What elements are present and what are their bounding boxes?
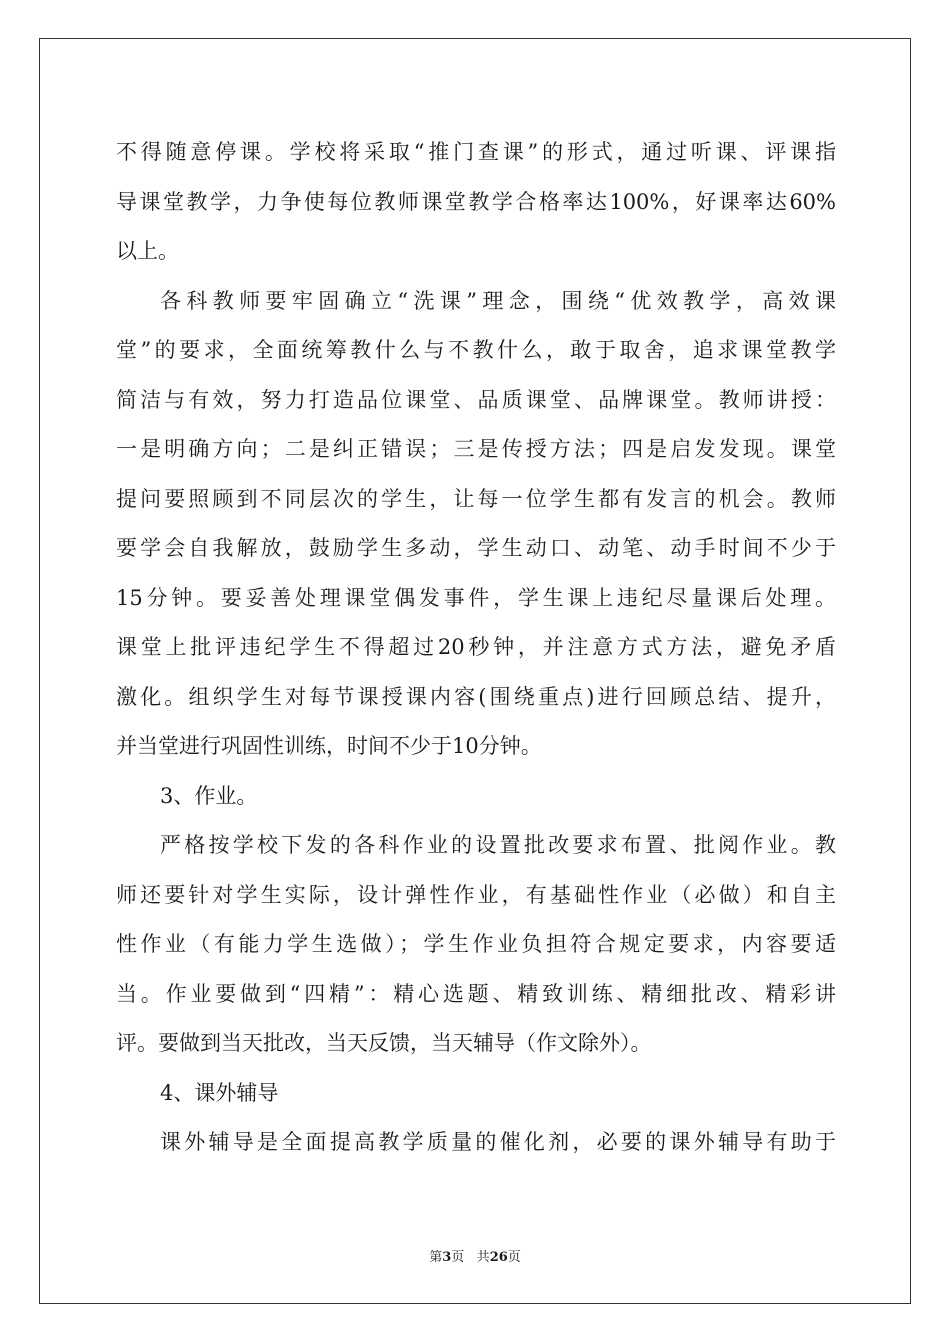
page-unit: 页 [451,1250,465,1265]
section-heading: 4、课外辅导 [160,1080,279,1105]
text-line: 当。作业要做到“四精”：精心选题、精致训练、精细批改、精彩讲 [116,981,836,1006]
text-line: 课堂上批评违纪学生不得超过20秒钟，并注意方式方法，避免矛盾 [116,635,836,659]
total-prefix: 共 [476,1250,490,1265]
text-line: 师还要针对学生实际，设计弹性作业，有基础性作业（必做）和自主 [116,882,836,907]
text-line: 课外辅导是全面提高教学质量的催化剂，必要的课外辅导有助于 [160,1130,836,1154]
text-line: 一是明确方向；二是纠正错误；三是传授方法；四是启发发现。课堂 [116,437,836,461]
text-line: 要学会自我解放，鼓励学生多动，学生动口、动笔、动手时间不少于 [116,536,836,560]
text-line: 性作业（有能力学生选做）；学生作业负担符合规定要求，内容要适 [116,932,836,956]
text-line: 并当堂进行巩固性训练，时间不少于10分钟。 [116,734,542,758]
text-line: 评。要做到当天批改，当天反馈，当天辅导（作文除外）。 [116,1031,652,1055]
text-line: 激化。组织学生对每节课授课内容(围绕重点)进行回顾总结、提升， [116,684,836,709]
text-line: 15分钟。要妥善处理课堂偶发事件，学生课上违纪尽量课后处理。 [116,585,836,610]
page-prefix: 第 [429,1250,443,1265]
text-line: 堂”的要求，全面统筹教什么与不教什么，敢于取舍，追求课堂教学 [116,338,836,362]
text-line: 提问要照顾到不同层次的学生，让每一位学生都有发言的机会。教师 [116,486,836,511]
text-line: 导课堂教学，力争使每位教师课堂教学合格率达100%，好课率达60% [116,189,836,214]
text-line: 不得随意停课。学校将采取“推门查课”的形式，通过听课、评课指 [116,140,836,164]
current-page-number: 3 [442,1250,452,1265]
text-line: 简洁与有效，努力打造品位课堂、品质课堂、品牌课堂。教师讲授： [116,387,836,412]
document-body [116,128,836,1168]
section-heading: 3、作业。 [160,783,258,808]
text-line: 严格按学校下发的各科作业的设置批改要求布置、批阅作业。教 [160,833,836,857]
text-line: 各科教师要牢固确立“洗课”理念，围绕“优效教学，高效课 [160,288,836,313]
text-line: 以上。 [116,239,179,263]
total-unit: 页 [507,1250,521,1265]
page-footer [0,1246,950,1265]
total-pages-number: 26 [489,1250,508,1265]
